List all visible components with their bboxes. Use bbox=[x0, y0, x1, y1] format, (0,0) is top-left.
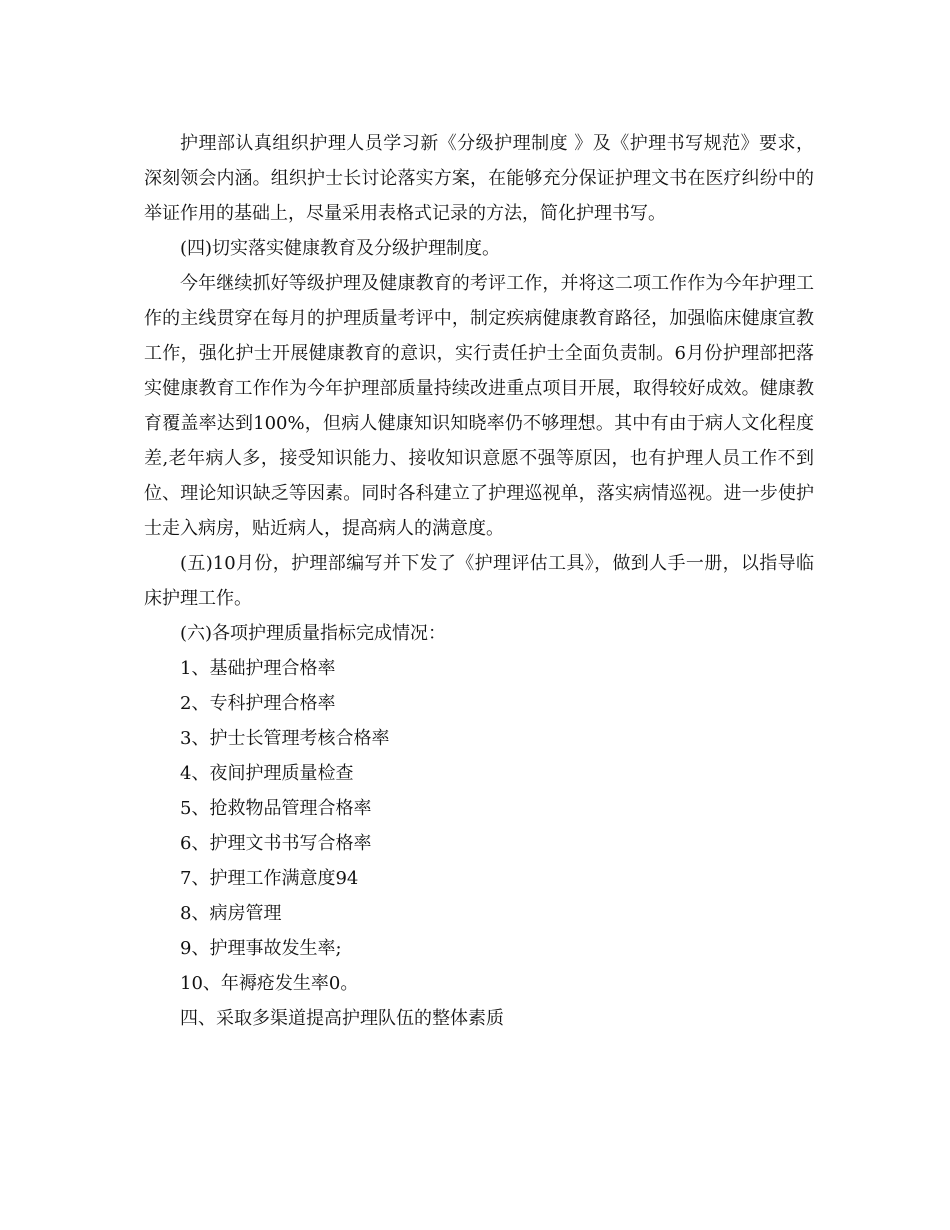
paragraph-assessment-tool: (五)10月份，护理部编写并下发了《护理评估工具》，做到人手一册，以指导临床护理工作。 bbox=[144, 553, 814, 609]
paragraph-health-education: 今年继续抓好等级护理及健康教育的考评工作，并将这二项工作作为今年护理工作的主线贯穿在每月的护理质量考评中，制定疾病健康教育路径，加强临床健康宣教工作，强化护士开展健康教育的意识，实行责任护士全面负责制。6月份护理部把落实健康教育工作作为今年护理部质量持续改进重点项目开展，取得较好成效。健康教育覆盖率达到100%，但病人健康知识知晓率仍不够理想。其中有由于病人文化程度差,老年病人多，接受知识能力、接收知识意愿不强等原因，也有护理人员工作不到位、理论知识缺乏等因素。同时各科建立了护理巡视单，落实病情巡视。进一步使护士走入病房，贴近病人，提高病人的满意度。 bbox=[144, 273, 814, 539]
list-item: 10、年褥疮发生率0。 bbox=[180, 973, 359, 994]
list-item: 6、护理文书书写合格率 bbox=[180, 833, 372, 854]
section-heading-team-quality: 四、采取多渠道提高护理队伍的整体素质 bbox=[180, 1008, 504, 1029]
list-item: 7、护理工作满意度94 bbox=[180, 868, 359, 889]
list-item: 9、护理事故发生率; bbox=[180, 938, 342, 959]
heading-quality-indicators: (六)各项护理质量指标完成情况： bbox=[180, 623, 447, 644]
document-body bbox=[144, 126, 814, 1036]
list-item: 3、护士长管理考核合格率 bbox=[180, 728, 390, 749]
list-item: 1、基础护理合格率 bbox=[180, 658, 336, 679]
list-item: 4、夜间护理质量检查 bbox=[180, 763, 354, 784]
list-item: 5、抢救物品管理合格率 bbox=[180, 798, 372, 819]
heading-health-education: (四)切实落实健康教育及分级护理制度。 bbox=[180, 238, 501, 259]
paragraph-nursing-standards: 护理部认真组织护理人员学习新《分级护理制度 》及《护理书写规范》要求，深刻领会内涵。组织护士长讨论落实方案，在能够充分保证护理文书在医疗纠纷中的举证作用的基础上，尽量采用表格式记录的方法，简化护理书写。 bbox=[144, 133, 814, 224]
list-item: 8、病房管理 bbox=[180, 903, 282, 924]
list-item: 2、专科护理合格率 bbox=[180, 693, 336, 714]
